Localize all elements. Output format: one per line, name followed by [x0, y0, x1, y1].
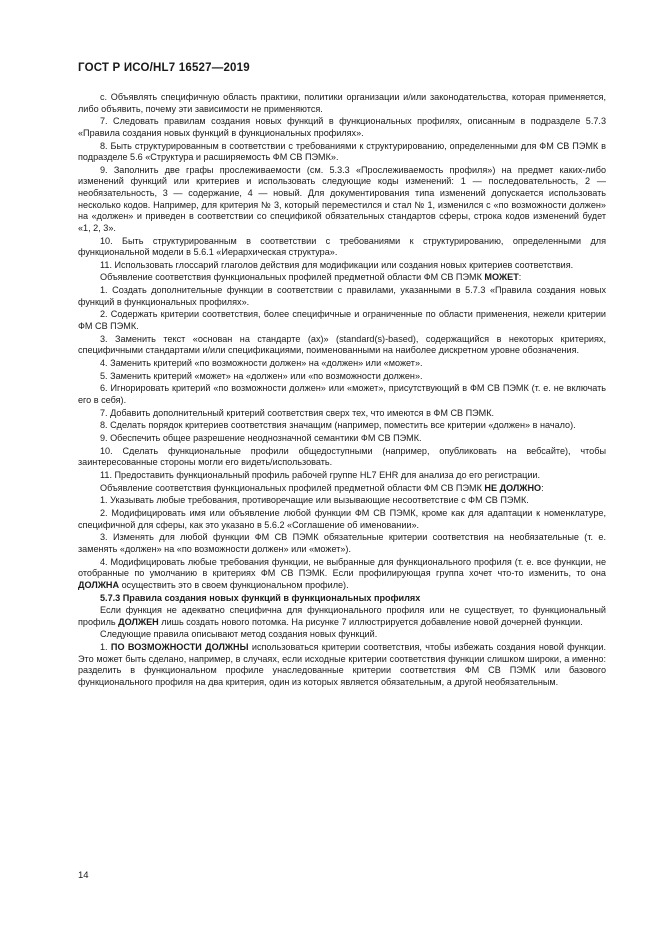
body-paragraph: с. Объявлять специфичную область практики, политики организации и/или законодательства, которая применяется, либо объявить, почему эти зависимости не применяются.	[78, 92, 606, 114]
section-heading: 5.7.3 Правила создания новых функций в функциональных профилях	[100, 592, 421, 603]
body-paragraph: 9. Обеспечить общее разрешение неоднозначной семантики ФМ СВ ПЭМК.	[100, 433, 422, 444]
body-paragraph: 3. Изменять для любой функции ФМ СВ ПЭМК обязательные критерии соответствия на необязательные (т. е. заменять «должен» на «по возможности должен» или «может»).	[78, 532, 606, 554]
body-paragraph: 1. ПО ВОЗМОЖНОСТИ ДОЛЖНЫ использоваться критерии соответствия, чтобы избежать создания новой функции. Это может быть сделано, например, в случаях, если исходные критерии соответствия функции слишком широки, а именно: разделить в функциональном профиле унаследованные критерии соответствия ФМ СВ ПЭМК или базового функционального профиля на два критерия, один из которых является обязательным, а другой необязательным.	[78, 642, 606, 687]
body-paragraph: 11. Использовать глоссарий глаголов действия для модификации или создания новых критериев соответствия.	[100, 259, 574, 270]
body-paragraph: 2. Содержать критерии соответствия, более специфичные и ограниченные по области применения, нежели критерии ФМ СВ ПЭМК.	[78, 309, 606, 332]
body-paragraph: 2. Модифицировать имя или объявление любой функции ФМ СВ ПЭМК, кроме как для адаптации к номенклатуре, специфичной для сферы, как это указано в 5.6.2 «Соглашение об именовании».	[78, 508, 606, 530]
body-paragraph: 7. Следовать правилам создания новых функций в функциональных профилях, описанным в подразделе 5.7.3 «Правила создания новых функций в функциональных профилях».	[78, 116, 606, 138]
body-paragraph: 5. Заменить критерий «может» на «должен» или «по возможности должен».	[100, 370, 423, 381]
body-paragraph: 10. Сделать функциональные профили общедоступными (например, опубликовать на вебсайте), чтобы заинтересованные стороны могли его видеть/использовать.	[78, 445, 606, 468]
body-paragraph: Объявление соответствия функциональных профилей предметной области ФМ СВ ПЭМК МОЖЕТ:	[100, 272, 522, 283]
page-number: 14	[78, 870, 89, 881]
body-paragraph: 11. Предоставить функциональный профиль рабочей группе HL7 EHR для анализа до его регистрации.	[100, 470, 541, 480]
document-header-title: ГОСТ Р ИСО/HL7 16527—2019	[78, 62, 250, 74]
body-paragraph: 8. Быть структурированным в соответствии с требованиями к структурированию, определенными для ФМ СВ ПЭМК в подразделе 5.6 «Структура и расширяемость ФМ СВ ПЭМК».	[78, 140, 606, 163]
body-paragraph: Следующие правила описывают метод создания новых функций.	[100, 629, 378, 640]
body-paragraph: 4. Заменить критерий «по возможности должен» на «должен» или «может».	[100, 358, 423, 368]
body-paragraph: 1. Создать дополнительные функции в соответствии с правилами, указанными в 5.7.3 «Правила создания новых функций в функциональных профилях».	[78, 285, 606, 307]
body-paragraph: Объявление соответствия функциональных профилей предметной области ФМ СВ ПЭМК НЕ ДОЛЖНО:	[100, 482, 544, 493]
body-paragraph: 1. Указывать любые требования, противоречащие или вызывающие несоответствие с ФМ СВ ПЭМК.	[100, 495, 529, 506]
body-paragraph: 6. Игнорировать критерий «по возможности должен» или «может», присутствующий в ФМ СВ ПЭМК (т. е. не включать его в себя).	[78, 383, 606, 405]
document-body	[78, 92, 606, 690]
body-paragraph: Если функция не адекватно специфична для функционального профиля или не существует, то функциональный профиль ДОЛЖЕН лишь создать нового потомка. На рисунке 7 иллюстрируется добавление новой дочерней функции.	[78, 605, 606, 627]
body-paragraph: 10. Быть структурированным в соответствии с требованиями к структурированию, определенными для функциональной модели в 5.6.1 «Иерархическая структура».	[78, 235, 606, 258]
body-paragraph: 8. Сделать порядок критериев соответствия значащим (например, поместить все критерии «должен» в начало).	[100, 420, 576, 431]
body-paragraph: 3. Заменить текст «основан на стандарте (ах)» (standard(s)-based), содержащийся в некоторых критериях, специфичными стандартами и/или спецификациями, поименованными на наиболее дискретном уровне обозначения.	[78, 333, 606, 356]
body-paragraph: 9. Заполнить две графы прослеживаемости (см. 5.3.3 «Прослеживаемость профиля») на предмет каких-либо изменений функций или критериев и использовать следующие коды изменений: 1 — последовательность, 2 — необязательность, 3 — содержание, 4 — новый. Для документирования типа изменений допускается использовать несколько кодов. Например, для критерия № 3, который переместился и стал № 1, изменился с «по возможности должен» на «должен» и приведен в соответствии со спецификой обязательных стандартов сферы, строка кодов изменений будет «1, 2, 3».	[78, 164, 606, 233]
body-paragraph: 4. Модифицировать любые требования функции, не выбранные для функционального профиля (т. е. все функции, не отобранные по умолчанию в критериях ФМ СВ ПЭМК. Если профилирующая группа хочет что-то изменить, то она ДОЛЖНА осуществить это в своем функциональном профиле).	[78, 556, 606, 590]
body-paragraph: 7. Добавить дополнительный критерий соответствия сверх тех, что имеются в ФМ СВ ПЭМК.	[100, 407, 495, 418]
